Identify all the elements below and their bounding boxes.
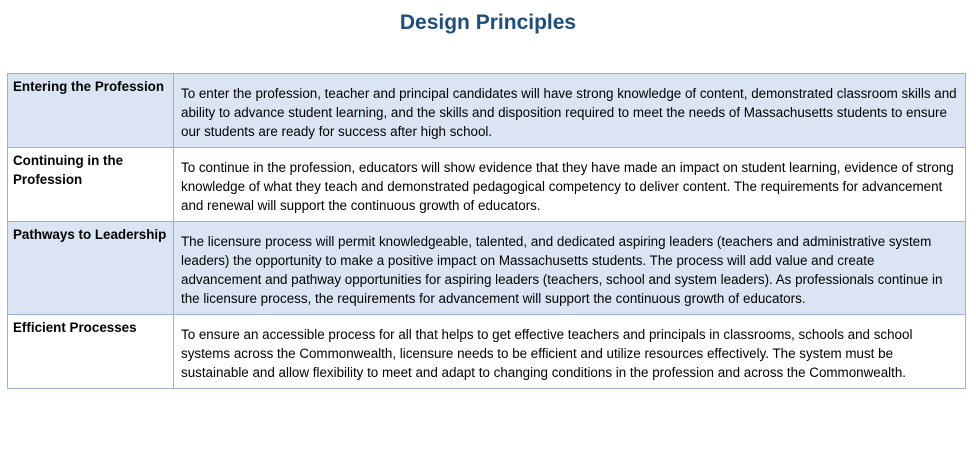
table-row: [8, 148, 966, 222]
row-description: To continue in the profession, educators will show evidence that they have made an impact on student learning, evidence of strong knowledge of what they teach and demonstrated pedagogical competency to deliver content. The requirements for advancement and renewal will support the continuous growth of educators.: [174, 148, 966, 222]
table-row: [8, 74, 966, 148]
row-label: Entering the Profession: [8, 74, 174, 148]
design-principles-table: [7, 73, 966, 389]
row-description: The licensure process will permit knowledgeable, talented, and dedicated aspiring leaders (teachers and administrative system leaders) the opportunity to make a positive impact on Massachusetts students. The process will add value and create advancement and pathway opportunities for aspiring leaders (teachers, school and system leaders). As professionals continue in the licensure process, the requirements for advancement will support the continuous growth of educators.: [174, 222, 966, 315]
row-description: To ensure an accessible process for all that helps to get effective teachers and principals in classrooms, schools and school systems across the Commonwealth, licensure needs to be efficient and utilize resources effectively. The system must be sustainable and allow flexibility to meet and adapt to changing conditions in the profession and across the Commonwealth.: [174, 315, 966, 389]
row-label: Efficient Processes: [8, 315, 174, 389]
row-label: Continuing in the Profession: [8, 148, 174, 222]
row-description: To enter the profession, teacher and principal candidates will have strong knowledge of content, demonstrated classroom skills and ability to advance student learning, and the skills and disposition required to meet the needs of Massachusetts students to ensure our students are ready for success after high school.: [174, 74, 966, 148]
page-title: Design Principles: [399, 11, 577, 34]
row-label: Pathways to Leadership: [8, 222, 174, 315]
table-row: [8, 222, 966, 315]
table-row: [8, 315, 966, 389]
